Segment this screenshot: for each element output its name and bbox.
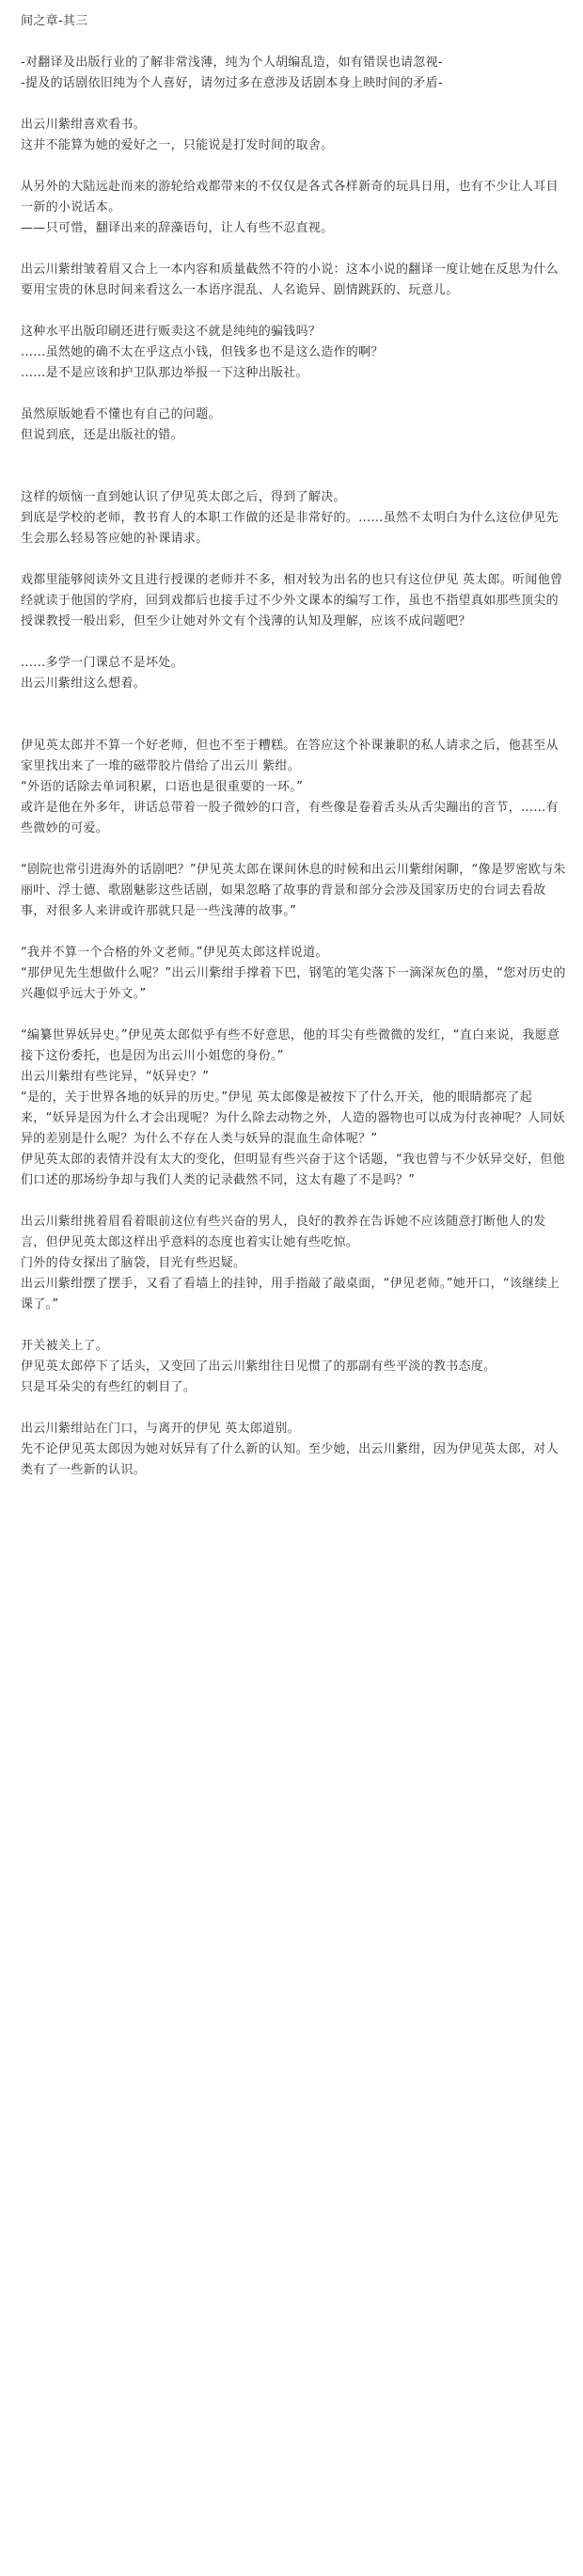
text-line: ——只可惜，翻译出来的辞藻语句，让人有些不忍直视。 (21, 221, 334, 235)
text-line: ……虽然她的确不太在乎这点小钱，但钱多也不是这么造作的啊？ (21, 345, 384, 359)
paragraph (21, 1212, 566, 1315)
text-line: 出云川紫绀挑着眉看着眼前这位有些兴奋的男人，良好的教养在告诉她不应该随意打断他人的发言，但伊见英太郎这样出乎意料的态度也着实让她有些吃惊。 (21, 1215, 546, 1249)
text-line: 到底是学校的老师，教书育人的本职工作做的还是非常好的。……虽然不太明白为什么这位伊见先生会那么轻易答应她的补课请求。 (21, 511, 559, 546)
paragraph (21, 53, 566, 94)
text-line: 戏都里能够阅读外文且进行授课的老师并不多，相对较为出名的也只有这位伊见 英太郎。听闻他曾经就读于他国的学府，回到戏都后也接手过不少外文课本的编写工作，虽也不指望真如那些顶尖的授课教授一般出彩，但至少让她对外文有个浅薄的认知及理解，应该不成问题吧？ (21, 573, 563, 628)
paragraph (21, 860, 566, 922)
paragraph (21, 570, 566, 632)
text-line: 只是耳朵尖的有些红的刺目了。 (21, 1380, 197, 1394)
paragraph (21, 736, 566, 839)
paragraph (21, 177, 566, 239)
text-line: 或许是他在外多年，讲话总带着一股子微妙的口音，有些像是卷着舌头从舌尖蹦出的音节，……有些微妙的可爱。 (21, 801, 559, 835)
document-body (21, 53, 566, 1481)
paragraph (21, 405, 566, 446)
text-line: 但说到底，还是出版社的错。 (21, 428, 183, 442)
paragraph (21, 322, 566, 384)
text-line: “是的，关于世界各地的妖异的历史。”伊见 英太郎像是被按下了什么开关，他的眼睛都亮了起来，“妖异是因为什么才会出现呢？为什么除去动物之外，人造的器物也可以成为付丧神呢？人同妖异的差别是什么呢？为什么不存在人类与妖异的混血生命体呢？” (21, 1090, 565, 1146)
text-line: “我并不算一个合格的外文老师。”伊见英太郎这样说道。 (21, 946, 328, 960)
text-line: “外语的话除去单词积累，口语也是很重要的一环。” (21, 780, 304, 794)
text-line: 先不论伊见英太郎因为她对妖异有了什么新的认知。至少她，出云川紫绀，因为伊见英太郎，对人类有了一些新的认识。 (21, 1442, 559, 1477)
text-line: 伊见英太郎停下了话头，又变回了出云川紫绀往日见惯了的那副有些平淡的教书态度。 (21, 1360, 496, 1374)
text-line: 门外的侍女探出了脑袋，目光有些迟疑。 (21, 1256, 246, 1270)
paragraph (21, 1336, 566, 1398)
text-line: 这样的烦恼一直到她认识了伊见英太郎之后，得到了解决。 (21, 490, 346, 504)
paragraph (21, 115, 566, 156)
text-line: 伊见英太郎并不算一个好老师，但也不至于糟糕。在答应这个补课兼职的私人请求之后，他甚至从家里找出来了一堆的磁带胶片借给了出云川 紫绀。 (21, 739, 559, 773)
text-line: ……是不是应该和护卫队那边举报一下这种出版社。 (21, 366, 308, 380)
text-line: “编纂世界妖异史。”伊见英太郎似乎有些不好意思，他的耳尖有些微微的发红，“直白来说，我愿意接下这份委托，也是因为出云川小姐您的身份。” (21, 1028, 560, 1063)
text-line: -对翻译及出版行业的了解非常浅薄，纯为个人胡编乱造，如有错误也请忽视- (21, 56, 443, 70)
chapter-title: 间之章-其三 (21, 14, 88, 28)
paragraph (21, 260, 566, 301)
text-line: 出云川紫绀站在门口，与离开的伊见 英太郎道别。 (21, 1422, 301, 1436)
text-line: 这并不能算为她的爱好之一，只能说是打发时间的取舍。 (21, 138, 334, 152)
text-line: 从另外的大陆远赴而来的游轮给戏都带来的不仅仅是各式各样新奇的玩具日用，也有不少让人耳目一新的小说话本。 (21, 180, 559, 215)
text-line: ……多学一门课总不是坏处。 (21, 656, 183, 670)
paragraph (21, 1419, 566, 1481)
text-line: “那伊见先生想做什么呢？”出云川紫绀手撑着下巴，钢笔的笔尖落下一滴深灰色的墨，“您对历史的兴趣似乎远大于外文。” (21, 966, 566, 1001)
text-line: -提及的话剧依旧纯为个人喜好，请勿过多在意涉及话剧本身上映时间的矛盾- (21, 76, 443, 90)
text-line: 出云川紫绀这么想着。 (21, 676, 147, 691)
paragraph (21, 653, 566, 694)
text-line: “剧院也常引进海外的话剧吧？”伊见英太郎在课间休息的时候和出云川紫绀闲聊，“像是罗密欧与朱丽叶、浮士德、歌剧魅影这些话剧，如果忽略了故事的背景和部分会涉及国家历史的台词去看故事，对很多人来讲或许那就只是一些浅薄的故事。” (21, 863, 566, 918)
text-line: 出云川紫绀喜欢看书。 (21, 118, 147, 132)
text-line: 虽然原版她看不懂也有自己的问题。 (21, 407, 221, 421)
text-line: 出云川紫绀皱着眉又合上一本内容和质量截然不符的小说：这本小说的翻译一度让她在反思为什么要用宝贵的休息时间来看这么一本语序混乱、人名诡异、剧情跳跃的、玩意儿。 (21, 262, 559, 297)
paragraph (21, 943, 566, 1005)
text-line: 开关被关上了。 (21, 1339, 109, 1353)
text-line: 出云川紫绀有些诧异，“妖异史？” (21, 1070, 210, 1084)
text-line: 出云川紫绀摆了摆手，又看了看墙上的挂钟，用手指敲了敲桌面，“伊见老师。”她开口，“该继续上课了。” (21, 1277, 560, 1312)
paragraph (21, 1026, 566, 1191)
text-line: 伊见英太郎的表情并没有太大的变化，但明显有些兴奋于这个话题，“我也曾与不少妖异交好，但他们口述的那场纷争却与我们人类的记录截然不同，这太有趣了不是吗？” (21, 1153, 565, 1187)
text-line: 这种水平出版印刷还进行贩卖这不就是纯纯的骗钱吗？ (21, 325, 322, 339)
paragraph (21, 487, 566, 549)
